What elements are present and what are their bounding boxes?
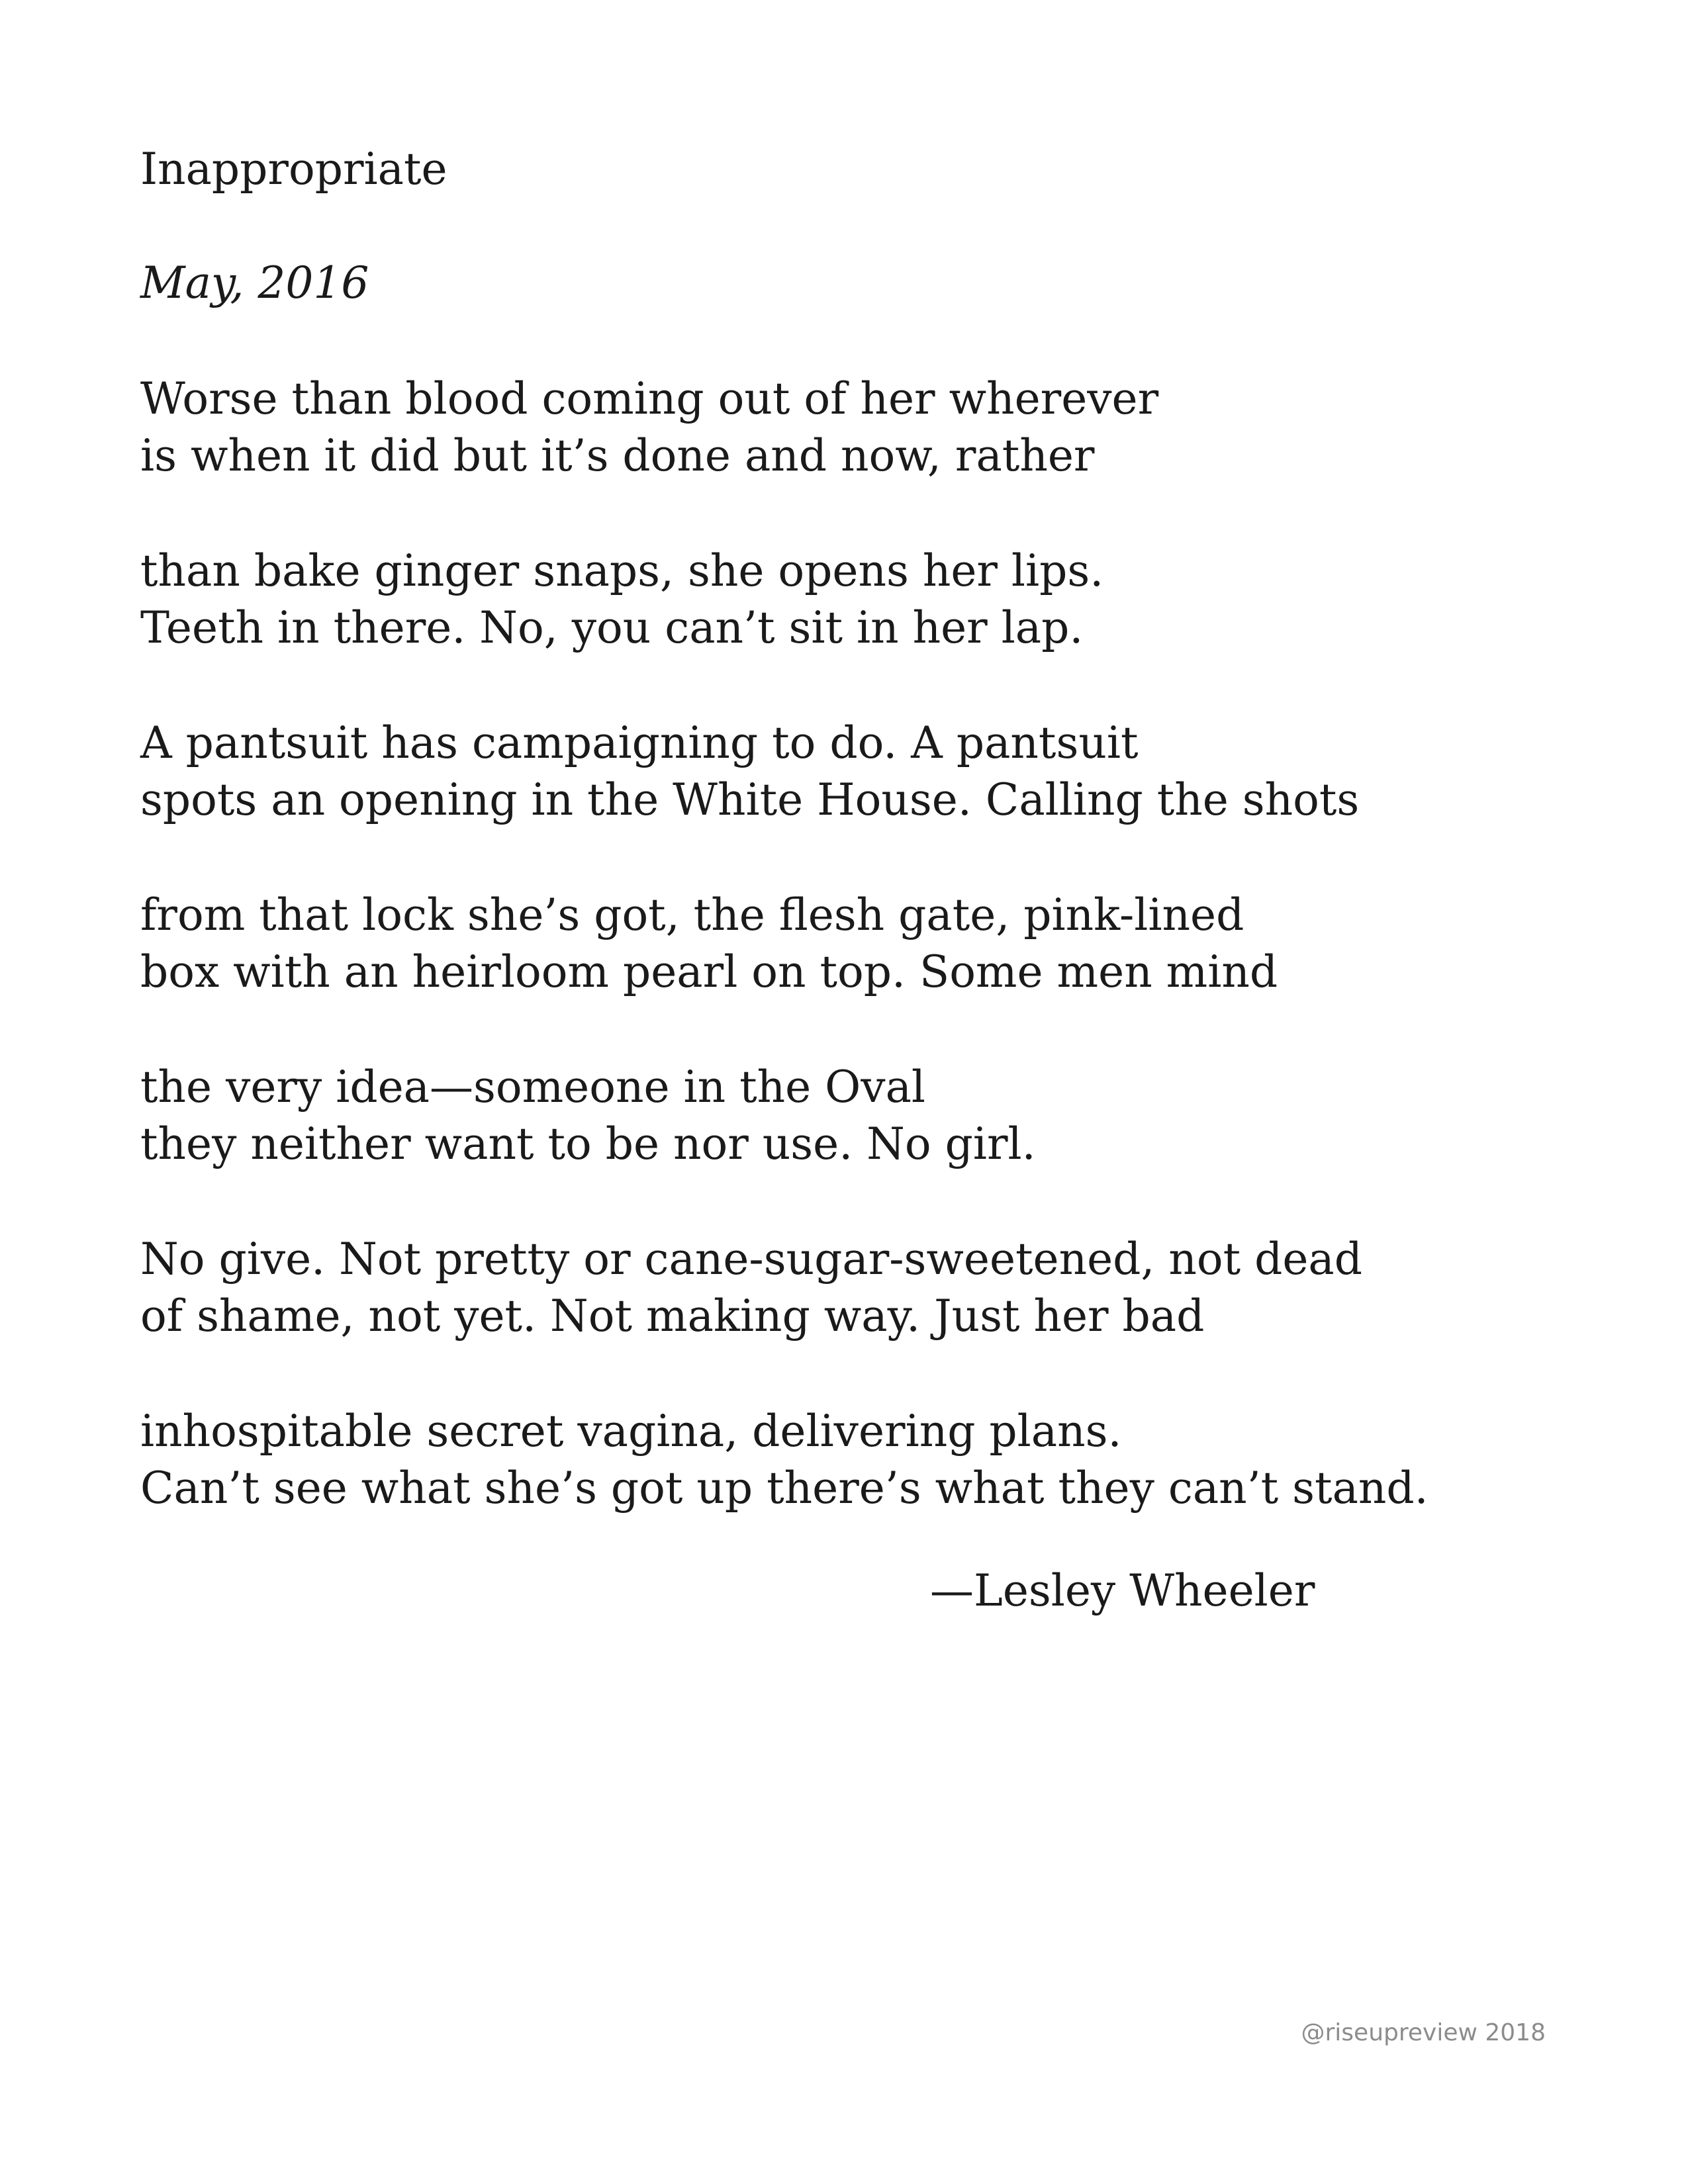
poem-date: May, 2016 <box>140 257 369 308</box>
footer-credit: @riseupreview 2018 <box>1301 2019 1546 2046</box>
author-signature: —Lesley Wheeler <box>930 1565 1315 1616</box>
stanza <box>140 543 1564 657</box>
stanza <box>140 715 1564 829</box>
poem-line: inhospitable secret vagina, delivering plans. <box>140 1406 1122 1457</box>
poem-line: Can’t see what she’s got up there’s what they can’t stand. <box>140 1463 1429 1514</box>
stanza <box>140 1231 1564 1345</box>
poem-title: Inappropriate <box>140 144 447 195</box>
poem-line: No give. Not pretty or cane-sugar-sweetened, not dead <box>140 1234 1363 1285</box>
poem-line: than bake ginger snaps, she opens her lips. <box>140 545 1104 596</box>
stanza <box>140 371 1564 484</box>
poem-line: they neither want to be nor use. No girl. <box>140 1118 1036 1169</box>
poem-line: of shame, not yet. Not making way. Just her bad <box>140 1291 1205 1342</box>
poem-line: is when it did but it’s done and now, rather <box>140 430 1095 481</box>
stanza <box>140 1403 1564 1517</box>
poem-line: the very idea—someone in the Oval <box>140 1062 926 1113</box>
poem-line: from that lock she’s got, the flesh gate, pink-lined <box>140 889 1244 940</box>
poem-line: A pantsuit has campaigning to do. A pantsuit <box>140 717 1139 768</box>
poem-line: Teeth in there. No, you can’t sit in her lap. <box>140 602 1084 653</box>
stanza <box>140 887 1564 1001</box>
poem-line: box with an heirloom pearl on top. Some men mind <box>140 946 1278 997</box>
poem-line: Worse than blood coming out of her wherever <box>140 373 1159 424</box>
poem-line: spots an opening in the White House. Calling the shots <box>140 774 1360 825</box>
stanza <box>140 1059 1564 1173</box>
poem-body <box>140 371 1564 1575</box>
